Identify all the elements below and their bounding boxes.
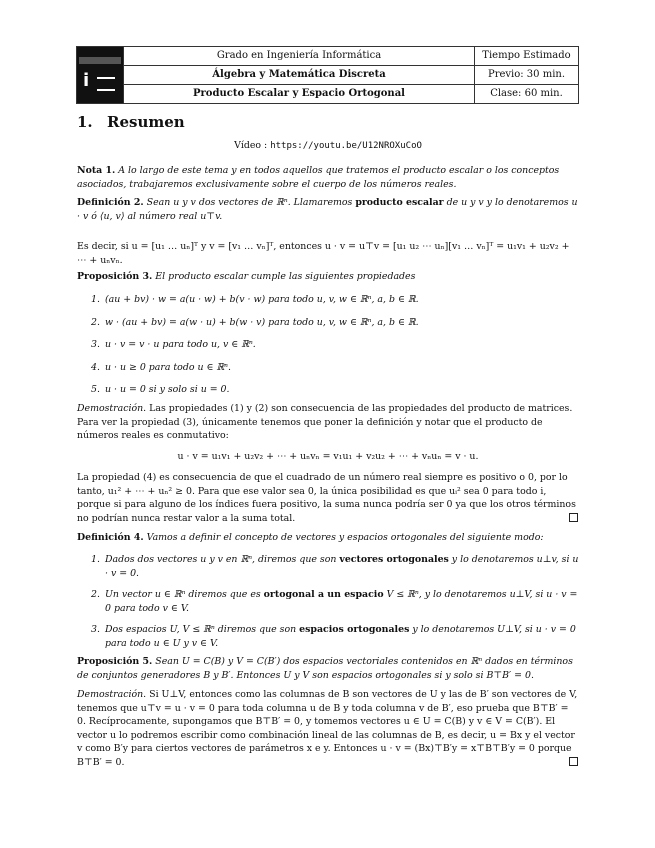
note-label: Nota 1.: [77, 165, 116, 176]
section-heading: [77, 113, 185, 131]
list-item: 4. u · u ≥ 0 para todo u ∈ ℝⁿ.: [91, 361, 231, 373]
time-clase: Clase: 60 min.: [490, 88, 563, 99]
course-info: [123, 47, 475, 103]
list-item: 2. w · (au + bv) = a(w · u) + b(w · v) para todo u, v, w ∈ ℝⁿ, a, b ∈ ℝ.: [91, 316, 419, 328]
list-item: 2. Un vector u ∈ ℝⁿ diremos que es ortogonal a un espacio V ≤ ℝⁿ, y lo denotaremos u⊥V, si u · v = 0 para todo v ∈ V.: [91, 589, 578, 614]
proof-1: [77, 402, 579, 443]
def2-label: Definición 2.: [77, 197, 144, 208]
header-table: [76, 46, 579, 104]
proof1-text1: Las propiedades (1) y (2) son consecuencia de las propiedades del producto de matrices. Para ver la propiedad (3), únicamente tenemos que poner la definición y notar que el producto de números reales es conmutativo:: [77, 403, 573, 442]
def4-text: Vamos a definir el concepto de vectores y espacios ortogonales del siguiente modo:: [146, 532, 544, 543]
proof1-label: Demostración.: [77, 403, 147, 414]
definition-4: [77, 531, 579, 545]
topic-name: Producto Escalar y Espacio Ortogonal: [193, 88, 405, 99]
def4-list: [91, 553, 579, 651]
definition-2: [77, 196, 579, 223]
subject-name: Álgebra y Matemática Discreta: [212, 69, 386, 80]
list-item: 3. Dos espacios U, V ≤ ℝⁿ diremos que son espacios ortogonales y lo denotaremos U⊥V, si u · v = 0 para todo u ∈ U y v ∈ V.: [91, 624, 576, 649]
time-previo: Previo: 30 min.: [487, 69, 566, 80]
proof-2: [77, 688, 579, 770]
section-title: Resumen: [107, 113, 185, 131]
proof1-text2: La propiedad (4) es consecuencia de que el cuadrado de un número real siempre es positivo o 0, por lo tanto, u₁² + ⋯ + uₙ² ≥ 0. Para que ese valor sea 0, la única posibilidad es que uᵢ² sea 0 para todo i, porque si para alguno de los índices fuera positivo, la suma nunca podría ser 0 ya que los otros términos no podrían nunca restar valor a la suma total.: [77, 472, 576, 524]
prop5-label: Proposición 5.: [77, 656, 153, 667]
def2-text-pre: Sean u y v dos vectores de ℝⁿ. Llamaremos: [146, 197, 356, 208]
proof2-label: Demostración.: [77, 689, 147, 700]
prop5-text: Sean U = C(B) y V = C(B′) dos espacios vectoriales contenidos en ℝⁿ dados en términos de conjuntos generadores B y B′. Entonces U y V son espacios ortogonales si y solo si B⊤B′ = 0.: [77, 656, 573, 681]
video-link[interactable]: https://youtu.be/U12NROXuCoO: [270, 141, 422, 151]
university-logo: i: [77, 47, 123, 103]
degree-name: Grado en Ingeniería Informática: [216, 50, 382, 61]
def4-label: Definición 4.: [77, 532, 144, 543]
video-line: [77, 139, 579, 154]
note-text: A lo largo de este tema y en todos aquellos que tratemos el producto escalar o los conceptos asociados, trabajaremos exclusivamente sobre el cuerpo de los números reales.: [77, 165, 560, 190]
def2-text-post: de u y v y lo denotaremos u · v ó ⟨u, v⟩ al número real u⊤v.: [77, 197, 578, 222]
time-info: [475, 47, 578, 103]
list-item: 1. (au + bv) · w = a(u · w) + b(v · w) para todo u, v, w ∈ ℝⁿ, a, b ∈ ℝ.: [91, 294, 419, 305]
qed-symbol: [569, 513, 578, 522]
def2-example: Es decir, si u = [u₁ … uₙ]ᵀ y v = [v₁ … vₙ]ᵀ, entonces u · v = u⊤v = [u₁ u₂ ⋯ uₙ][v₁ … vₙ]ᵀ = u₁v₁ + u₂v₂ + ⋯ + uₙvₙ.: [77, 241, 570, 266]
proof1-formula: u · v = u₁v₁ + u₂v₂ + ⋯ + uₙvₙ = v₁u₁ + v₂u₂ + ⋯ + vₙuₙ = v · u.: [177, 451, 479, 462]
proposition-3: [77, 270, 579, 284]
list-item: 3. u · v = v · u para todo u, v ∈ ℝⁿ.: [91, 339, 256, 351]
note-1: [77, 164, 579, 191]
list-item: 1. Dados dos vectores u y v en ℝⁿ, diremos que son vectores ortogonales y lo denotaremos u⊥v, si u · v = 0.: [91, 554, 579, 579]
qed-symbol: [569, 757, 578, 766]
proposition-5: [77, 655, 579, 682]
video-label: Vídeo :: [234, 140, 271, 151]
section-number: 1.: [77, 113, 93, 131]
prop3-text: El producto escalar cumple las siguientes propiedades: [155, 271, 416, 282]
prop3-list: [91, 293, 579, 397]
prop3-label: Proposición 3.: [77, 271, 153, 282]
time-label: Tiempo Estimado: [482, 50, 571, 61]
proof2-text: Si U⊥V, entonces como las columnas de B son vectores de U y las de B′ son vectores de V, tenemos que u⊤v = u · v = 0 para toda columna u de B y toda columna v de B′, eso prueba que B⊤B′ = 0. Recíprocamente, supongamos que B⊤B′ = 0, y tomemos vectores u ∈ U = C(B) y v ∈ V = C(B′). El vector u lo podremos escribir como combinación lineal de las columnas de B, es decir, u = Bx y el vector v como B′y para ciertos vectores de parámetros x e y. Entonces u · v = (Bx)⊤B′y = x⊤B⊤B′y = 0 porque B⊤B′ = 0.: [77, 689, 578, 768]
list-item: 5. u · u = 0 si y solo si u = 0.: [91, 384, 230, 396]
def2-term: producto escalar: [355, 197, 444, 208]
